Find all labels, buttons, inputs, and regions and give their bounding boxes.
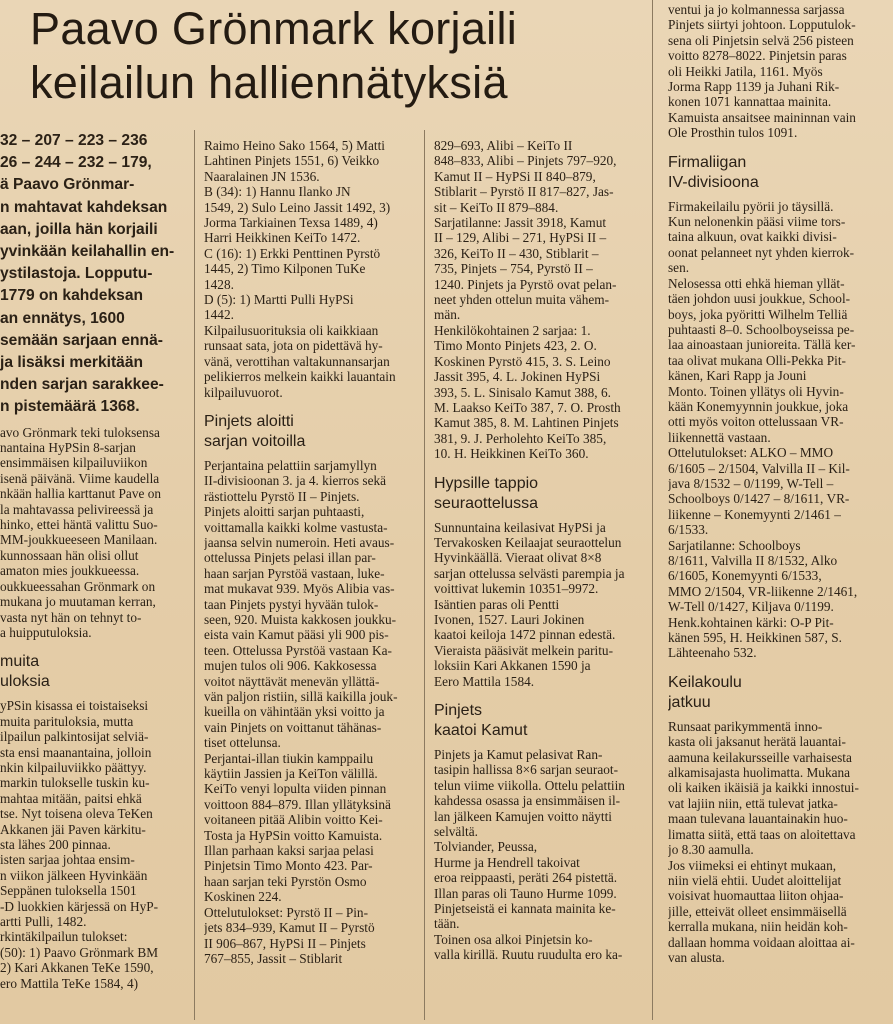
text-line: otti myös voiton ottelussaan VR- [668, 414, 844, 430]
text-line: runsaat sata, jota on pidettävä hy- [204, 338, 383, 354]
text-line: Eero Mattila 1584. [434, 673, 535, 689]
text-line: eroa reippaasti, peräti 264 pistettä. [434, 870, 618, 886]
text-line: Raimo Heino Sako 1564, 5) Matti [204, 138, 385, 153]
text-line: selvältä. [434, 824, 478, 840]
text-line: boys, joka pyöritti Wilhelm Telliä [668, 306, 848, 322]
text-line: Jassit 395, 4. L. Jokinen HyPSi [434, 369, 601, 385]
subheading: kaatoi Kamut [434, 722, 528, 739]
text-line: jille, etteivät olleet ensimmäisellä [668, 903, 847, 919]
text-line: aamuna keilakursseille varhaisesta [668, 749, 852, 765]
text-line: Illan paras oli Tauno Hurme 1099. [434, 885, 617, 901]
subheading: IV-divisioona [668, 173, 759, 191]
text-line: Koskinen Pyrstö 415, 3. S. Leino [434, 353, 611, 369]
text-line: la mahtavassa pelivireessä ja [0, 501, 154, 517]
text-line: Runsaat parikymmentä inno- [668, 718, 823, 734]
text-line: 6/1605 – 2/1504, Valvilla II – Kil- [668, 460, 850, 476]
text-line: 1779 on kahdeksan [0, 287, 144, 305]
text-line: rkintäkilpailun tulokset: [0, 929, 128, 945]
text-line: taan Pinjets pystyi hyvään tulok- [204, 596, 379, 612]
text-line: neet yhden ottelun muita vähem- [434, 292, 610, 308]
text-line: Firmakeilailu pyörii jo täysillä. [668, 198, 834, 214]
text-line: mukana jo muutaman kerran, [0, 594, 156, 610]
text-line: tse. Nyt toisena oleva TeKen [0, 806, 153, 822]
subheading: Hypsille tappio [434, 474, 539, 492]
text-line: känen 595, H. Heikkinen 587, S. [668, 630, 842, 646]
text-line: sta lähes 200 pinnaa. [0, 836, 111, 852]
text-line: alkamisajasta huolimatta. Mukana [668, 765, 851, 781]
text-line: isenä päivänä. Viime kaudella [0, 470, 160, 486]
text-line: nkään hallia karttanut Pave on [0, 486, 161, 502]
headline-line-2: keilailun halliennätyksiä [30, 57, 508, 108]
text-line: Sarjatilanne: Schoolboys [668, 537, 801, 553]
text-line: mat mukavat 939. Myös Alibia vas- [204, 581, 395, 597]
text-line: haan sarjan Pyrstöä vastaan, luke- [204, 565, 385, 581]
text-line: ensimmäisen kilpailuviikon [0, 455, 148, 471]
text-line: -D luokkien kärjessä on HyP- [0, 898, 159, 914]
text-line: rästiottelu Pyrstö II – Pinjets. [204, 488, 360, 504]
text-line: 393, 5. L. Sinisalo Kamut 388, 6. [434, 384, 611, 400]
text-line: voitot näyttävät menevän yllättä- [204, 673, 380, 689]
text-line: kunnossaan hän olisi ollut [0, 547, 139, 563]
text-line: yvinkään keilahallin en- [0, 243, 175, 261]
subheading: Pinjets [434, 702, 483, 719]
text-line: sena oli Pinjetsin selvä 256 pisteen [668, 32, 854, 48]
text-line: yPSin kisassa ei toistaiseksi [0, 698, 149, 714]
text-line: hinko, ettei häntä valittu Suo- [0, 517, 158, 533]
text-line: käytiin Jassien ja KeiTon välillä. [204, 766, 378, 782]
text-line: 848–833, Alibi – Pinjets 797–920, [434, 153, 617, 169]
text-line: Jos viimeksi ei ehtinyt mukaan, [668, 857, 837, 873]
text-line: 10. H. Heikkinen KeiTo 360. [434, 446, 589, 462]
text-line: n mahtavat kahdeksan [0, 198, 168, 216]
text-line: II-divisioonan 3. ja 4. kierros sekä [204, 473, 387, 489]
text-line: loksiin Kari Akkanen 1590 ja [434, 658, 591, 674]
subheading: Keilakoulu [668, 673, 742, 691]
text-line: vänä, verottihan valtakunnansarjan [204, 353, 390, 369]
text-line: Ivonen, 1527. Lauri Jokinen [434, 611, 585, 627]
text-line: Ole Prosthin tulos 1091. [668, 125, 798, 141]
body-text [204, 138, 420, 400]
text-line: Nelosessa otti ehkä hieman yllät- [668, 275, 845, 291]
text-line: artti Pulli, 1482. [0, 914, 87, 930]
text-line: maan tulevana lauantainakin huo- [668, 811, 848, 827]
text-line: Perjantai-illan tiukin kamppailu [204, 750, 374, 766]
text-line: Jorma Rapp 1139 ja Juhani Rik- [668, 79, 840, 95]
text-line: sarjan ottelussa selvästi parempia ja [434, 565, 625, 581]
text-line: män. [434, 307, 461, 323]
text-line: voittivat lukemin 10351–9972. [434, 581, 599, 597]
text-line: oukkueessahan Grönmark on [0, 578, 156, 594]
text-line: semään sarjaan ennä- [0, 331, 163, 349]
text-line: sit – KeiTo II 879–884. [434, 199, 559, 215]
subheading: jatkuu [668, 693, 711, 711]
text-line: valla kirillä. Ruutu ruudulta ero ka- [434, 947, 623, 963]
subheading: muita [0, 653, 40, 671]
subheading: uloksia [0, 673, 50, 691]
column-rule [194, 130, 195, 1020]
text-line: Hyvinkäällä. Vieraat olivat 8×8 [434, 550, 602, 566]
text-line: jaansa selvin numeroin. Heti avaus- [204, 534, 395, 550]
subheading: sarjan voitoilla [204, 432, 306, 450]
text-line: B (34): 1) Hannu Ilanko JN [204, 184, 351, 200]
text-line: Schoolboys 0/1427 – 8/1611, VR- [668, 491, 850, 507]
text-line: avo Grönmark teki tuloksensa [0, 424, 160, 440]
subheading: Pinjets aloitti [204, 412, 294, 430]
text-line: Illan parhaan kaksi sarjaa pelasi [204, 843, 374, 859]
body-text [0, 425, 190, 641]
text-line: amaton mies joukkueessa. [0, 563, 140, 579]
text-line: 2) Kari Akkanen TeKe 1590, [0, 960, 154, 976]
text-line: (50): 1) Paavo Grönmark BM [0, 944, 159, 960]
text-line: puhtaasti 8–0. Schoolboyseissa pe- [668, 321, 855, 337]
text-line: vain Pinjets on voittanut tähänas- [204, 719, 382, 735]
text-line: Kamut 385, 8. M. Lahtinen Pinjets [434, 415, 619, 431]
lead-paragraph [0, 130, 190, 419]
text-line: jo 8.30 aamulla. [668, 842, 754, 858]
text-line: liikenne – Konemyynti 2/1461 – [668, 506, 841, 522]
text-line: oli kaiken ikäisiä ja kaikki innostui- [668, 780, 859, 796]
text-line: Toinen osa alkoi Pinjetsin ko- [434, 931, 593, 947]
body-text [204, 458, 420, 966]
text-line: laa ainoastaan junioreita. Tällä ker- [668, 337, 856, 353]
column-1 [0, 130, 190, 1020]
text-line: 1428. [204, 276, 234, 292]
text-line: II – 129, Alibi – 271, HyPSi II – [434, 230, 607, 246]
text-line: C (16): 1) Erkki Penttinen Pyrstö [204, 245, 381, 261]
text-line: niin vielä ehtii. Uudet aloittelijat [668, 872, 842, 888]
text-line: ilpailun palkintosijat selviä- [0, 729, 149, 745]
text-line: 1442. [204, 307, 234, 323]
body-text [668, 719, 890, 966]
text-line: MM-joukkueeseen Manilaan. [0, 532, 158, 548]
text-line: ottelussa Pinjets pelasi illan par- [204, 550, 376, 566]
text-line: 1240. Pinjets ja Pyrstö ovat pelan- [434, 276, 617, 292]
text-line: Naaralainen JN 1536. [204, 168, 320, 184]
text-line: Koskinen 224. [204, 889, 282, 905]
text-line: teen. Ottelussa Pyrstöä vastaan Ka- [204, 642, 392, 658]
text-line: haan sarjan teki Pyrstön Osmo [204, 873, 367, 889]
text-line: n pistemäärä 1368. [0, 398, 140, 416]
text-line: Pinjets aloitti sarjan puhtaasti, [204, 504, 365, 520]
text-line: Tervakosken Keilaajat seuraottelun [434, 534, 622, 550]
text-line: Tolviander, Peussa, [434, 839, 538, 855]
text-line: Monto. Toinen yllätys oli Hyvin- [668, 383, 844, 399]
text-line: 6/1533. [668, 522, 709, 538]
text-line: n viikon jälkeen Hyvinkään [0, 867, 148, 883]
text-line: eista vain Kamut pääsi yli 900 pis- [204, 627, 389, 643]
text-line: tiset ottelunsa. [204, 735, 281, 751]
text-line: 326, KeiTo II – 430, Stiblarit – [434, 245, 599, 261]
text-line: Pinjetseistä ei kannata mainita ke- [434, 901, 616, 917]
text-line: 1445, 2) Timo Kilponen TuKe [204, 261, 366, 277]
headline [30, 2, 630, 110]
text-line: lan jälkeen Kamujen voitto näytti [434, 808, 612, 824]
text-line: 6/1605, Konemyynti 6/1533, [668, 568, 822, 584]
text-line: telun viime viikolla. Ottelu pelattiin [434, 777, 625, 793]
text-line: konen 1071 kannattaa mainita. [668, 94, 832, 110]
text-line: kerralla mukana, niin heidän koh- [668, 919, 848, 935]
text-line: taa olivat mukana Olli-Pekka Pit- [668, 352, 846, 368]
text-line: jets 834–939, Kamut II – Pyrstö [204, 920, 375, 936]
text-line: Seppänen tuloksella 1501 [0, 883, 137, 899]
text-line: van alusta. [668, 949, 725, 965]
text-line: 381, 9. J. Perholehto KeiTo 385, [434, 430, 607, 446]
text-line: a huipputuloksia. [0, 624, 92, 640]
text-line: sen. [668, 260, 690, 276]
text-line: kueilla on vähintään yksi voitto ja [204, 704, 385, 720]
text-line: seen, 920. Muista kakkosen joukku- [204, 611, 397, 627]
column-4 [668, 2, 890, 1018]
text-line: nden sarjan sarakkee- [0, 376, 164, 394]
text-line: liikennettä vastaan. [668, 429, 771, 445]
body-text [434, 520, 648, 689]
text-line: vän paljon ristiin, sillä kaikilla jouk- [204, 689, 398, 704]
text-line: Sunnuntaina keilasivat HyPSi ja [434, 519, 606, 535]
text-line: 767–855, Jassit – Stiblarit [204, 950, 343, 966]
text-line: II 906–867, HyPSi II – Pinjets [204, 935, 366, 951]
text-line: Pinjets ja Kamut pelasivat Ran- [434, 747, 603, 762]
text-line: kasta oli jaksanut herätä lauantai- [668, 734, 846, 750]
text-line: voittoon 884–879. Illan yllätyksinä [204, 796, 391, 812]
text-line: ero Mattila TeKe 1584, 4) [0, 975, 139, 991]
text-line: kilpailuvuorot. [204, 384, 283, 400]
column-rule [652, 0, 653, 1020]
text-line: Jorma Tarkiainen Texsa 1489, 4) [204, 215, 378, 231]
text-line: kään Konemyynnin joukkue, joka [668, 398, 849, 414]
text-line: Kamut II – HyPSi II 840–879, [434, 168, 596, 184]
body-text [434, 747, 648, 963]
text-line: voitto 8278–8022. Pinjetsin paras [668, 48, 847, 64]
text-line: Kun nelonenkin pääsi viime tors- [668, 214, 846, 230]
body-text [668, 199, 890, 661]
text-line: 26 – 244 – 232 – 179, [0, 154, 152, 172]
text-line: an ennätys, 1600 [0, 309, 125, 327]
text-line: voisivat huomauttaa liiton ohjaa- [668, 888, 844, 904]
text-line: Hurme ja Hendrell takoivat [434, 854, 580, 870]
text-line: M. Laakso KeiTo 387, 7. O. Prosth [434, 399, 621, 415]
body-text [668, 2, 890, 141]
text-line: Lahtinen Pinjets 1551, 6) Veikko [204, 153, 380, 169]
text-line: Isäntien paras oli Pentti [434, 596, 560, 612]
text-line: tään. [434, 916, 460, 932]
text-line: Akkanen jäi Paven kärkitu- [0, 821, 146, 837]
text-line: nkin kilpailuviikko päättyy. [0, 759, 147, 775]
text-line: 1549, 2) Sulo Leino Jassit 1492, 3) [204, 199, 391, 215]
text-line: Lähteenaho 532. [668, 645, 757, 661]
text-line: MMO 2/1504, VR-liikenne 2/1461, [668, 583, 858, 599]
text-line: Henk.kohtainen kärki: O-P Pit- [668, 614, 834, 630]
text-line: java 8/1532 – 0/1199, W-Tell – [668, 475, 834, 491]
text-line: Tosta ja HyPSin voitto Kamuista. [204, 827, 383, 843]
text-line: ja lisäksi merkitään [0, 354, 144, 372]
text-line: tasipin hallissa 8×6 sarjan seuraot- [434, 762, 619, 778]
text-line: kahdessa osassa ja ensimmäisen il- [434, 793, 621, 809]
text-line: Sarjatilanne: Jassit 3918, Kamut [434, 215, 607, 231]
text-line: dallaan homma voidaan aloittaa ai- [668, 934, 855, 950]
subheading: seuraottelussa [434, 494, 539, 512]
text-line: Henkilökohtainen 2 sarjaa: 1. [434, 322, 591, 338]
text-line: 829–693, Alibi – KeiTo II [434, 138, 573, 153]
text-line: mujen tulos oli 906. Kakkosessa [204, 658, 377, 674]
text-line: Pinjets siirtyi johtoon. Lopputulok- [668, 17, 856, 33]
text-line: Ottelutulokset: ALKO – MMO [668, 445, 834, 461]
text-line: isten sarjaa johtaa ensim- [0, 852, 135, 868]
text-line: markin tulokselle tuskin ku- [0, 775, 150, 791]
subheading: Firmaliigan [668, 153, 747, 171]
text-line: Harri Heikkinen KeiTo 1472. [204, 230, 361, 246]
text-line: voittamalla kaikki kolme vastusta- [204, 519, 388, 535]
column-rule [424, 130, 425, 1020]
text-line: Stiblarit – Pyrstö II 817–827, Jas- [434, 184, 614, 200]
body-text [0, 698, 190, 991]
text-line: mahtaa mitään, paitsi ehkä [0, 790, 142, 806]
text-line: Ottelutulokset: Pyrstö II – Pin- [204, 904, 368, 920]
text-line: voitaneen pitää Alibin voitto Kei- [204, 812, 383, 828]
text-line: 735, Pinjets – 754, Pyrstö II – [434, 261, 593, 277]
text-line: Kamuista ansaitsee maininnan vain [668, 109, 856, 125]
text-line: ä Paavo Grönmar- [0, 176, 135, 194]
text-line: taina alkuun, ovat kaikki divisi- [668, 229, 837, 245]
text-line: känen, Kari Rapp ja Jouni [668, 368, 807, 384]
text-line: Vieraista pääsivät melkein paritu- [434, 642, 614, 658]
text-line: 32 – 207 – 223 – 236 [0, 132, 148, 149]
text-line: ystilastoja. Lopputu- [0, 265, 153, 283]
text-line: Timo Monto Pinjets 423, 2. O. [434, 338, 597, 354]
headline-line-1: Paavo Grönmark korjaili [30, 3, 518, 54]
text-line: D (5): 1) Martti Pulli HyPSi [204, 292, 354, 308]
text-line: Pinjetsin Timo Monto 423. Par- [204, 858, 373, 874]
text-line: muita parituloksia, mutta [0, 713, 134, 729]
text-line: ventui ja jo kolmannessa sarjassa [668, 2, 845, 17]
text-line: vat lajiin niin, että tulevat jatka- [668, 795, 838, 811]
text-line: aan, joilla hän korjaili [0, 220, 158, 238]
text-line: KeiTo venyi lopulta viiden pinnan [204, 781, 387, 797]
text-line: Kilpailusuorituksia oli kaikkiaan [204, 322, 379, 338]
text-line: limatta siitä, että taas on aloitettava [668, 826, 856, 842]
text-line: 8/1611, Valvilla II 8/1532, Alko [668, 553, 838, 568]
text-line: pelikierros melkein kaikki lauantain [204, 369, 396, 385]
text-line: sta ensi maanantaina, jolloin [0, 744, 152, 760]
column-3 [434, 138, 648, 1018]
text-line: kaatoi keiloja 1472 pinnan edestä. [434, 627, 616, 643]
text-line: W-Tell 0/1427, Kiljava 0/1199. [668, 599, 834, 615]
text-line: oonat pelanneet nyt yhden kierrok- [668, 244, 855, 260]
text-line: Perjantaina pelattiin sarjamyllyn [204, 457, 377, 473]
text-line: vasta nyt hän on tehnyt to- [0, 609, 142, 625]
text-line: nantaina HyPSin 8-sarjan [0, 440, 136, 456]
text-line: oli Heikki Jatila, 1161. Myös [668, 63, 823, 79]
column-2 [204, 138, 420, 1018]
body-text [434, 138, 648, 462]
text-line: täen johdon uusi joukkue, School- [668, 291, 851, 307]
